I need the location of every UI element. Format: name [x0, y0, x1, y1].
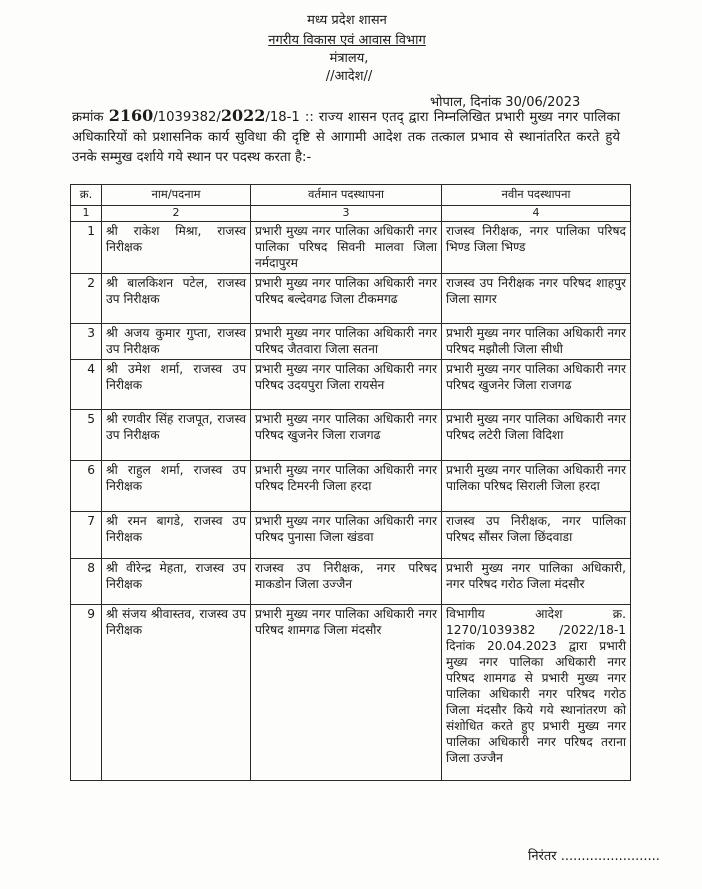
table-row: [71, 461, 631, 512]
row-current-posting: राजस्व उप निरीक्षक, नगर परिषद माकडोन जिला उज्जैन: [251, 559, 442, 605]
row-current-posting: प्रभारी मुख्य नगर पालिका अधिकारी नगर परिषद बल्देवगढ जिला टीकमगढ: [251, 274, 442, 324]
table-row: [71, 274, 631, 324]
row-sn: 8: [71, 559, 102, 605]
table-row: [71, 559, 631, 605]
row-new-posting: राजस्व उप निरीक्षक, नगर पालिका परिषद सौंसर जिला छिंदवाडा: [442, 512, 631, 559]
row-name: श्री संजय श्रीवास्तव, राजस्व उप निरीक्षक: [102, 605, 251, 781]
order-number-handwritten: 2160: [108, 106, 154, 125]
col-header-new: नवीन पदस्थापना: [442, 185, 631, 206]
transfer-table: [70, 184, 631, 781]
row-name: श्री रमन बागडे, राजस्व उप निरीक्षक: [102, 512, 251, 559]
col-header-current: वर्तमान पदस्थापना: [251, 185, 442, 206]
col-number: 1: [71, 206, 102, 222]
table-row: [71, 324, 631, 360]
row-sn: 3: [71, 324, 102, 360]
row-new-posting: प्रभारी मुख्य नगर पालिका अधिकारी, नगर परिषद गरोठ जिला मंदसौर: [442, 559, 631, 605]
row-name: श्री वीरेन्द्र मेहता, राजस्व उप निरीक्षक: [102, 559, 251, 605]
col-number: 2: [102, 206, 251, 222]
row-current-posting: प्रभारी मुख्य नगर पालिका अधिकारी नगर परिषद खुजनेर जिला राजगढ: [251, 410, 442, 461]
govt-name: मध्य प्रदेश शासन: [307, 13, 387, 28]
row-current-posting: प्रभारी मुख्य नगर पालिका अधिकारी नगर परिषद उदयपुरा जिला रायसेन: [251, 360, 442, 410]
col-header-sn: क्र.: [71, 185, 102, 206]
row-name: श्री बालकिशन पटेल, राजस्व उप निरीक्षक: [102, 274, 251, 324]
order-paragraph: [72, 106, 620, 168]
col-number: 3: [251, 206, 442, 222]
order-ref-a: /1039382/: [153, 110, 221, 125]
row-name: श्री राकेश मिश्रा, राजस्व निरीक्षक: [102, 222, 251, 274]
column-number-row: [71, 206, 631, 222]
row-name: श्री अजय कुमार गुप्ता, राजस्व उप निरीक्षक: [102, 324, 251, 360]
order-text: /18-1 :: राज्य शासन एतद् द्वारा निम्नलिखित प्रभारी मुख्य नगर पालिका अधिकारियों को प्रशासनिक कार्य सुविधा की दृष्टि से आगामी आदेश तक तत्काल प्रभाव से स्थानांतरित करते हुये उनके सम्मुख दर्शाये गये स्थान पर पदस्थ करता है:-: [72, 110, 620, 165]
order-date: भोपाल, दिनांक 30/06/2023: [430, 95, 581, 110]
order-heading: //आदेश//: [325, 69, 373, 84]
row-sn: 7: [71, 512, 102, 559]
row-current-posting: प्रभारी मुख्य नगर पालिका अधिकारी नगर परिषद जैतवारा जिला सतना: [251, 324, 442, 360]
row-name: श्री रणवीर सिंह राजपूत, राजस्व उप निरीक्षक: [102, 410, 251, 461]
col-header-name: नाम/पदनाम: [102, 185, 251, 206]
row-sn: 2: [71, 274, 102, 324]
row-new-posting: प्रभारी मुख्य नगर पालिका अधिकारी नगर परिषद खुजनेर जिला राजगढ: [442, 360, 631, 410]
row-new-posting: प्रभारी मुख्य नगर पालिका अधिकारी नगर परिषद मझौली जिला सीधी: [442, 324, 631, 360]
table-header-row: [71, 185, 631, 206]
row-new-posting: प्रभारी मुख्य नगर पालिका अधिकारी नगर परिषद लटेरी जिला विदिशा: [442, 410, 631, 461]
row-new-posting: विभागीय आदेश क्र. 1270/1039382 /2022/18-1 दिनांक 20.04.2023 द्वारा प्रभारी मुख्य नगर पालिका अधिकारी नगर परिषद शामगढ से प्रभारी मुख्य नगर पालिका अधिकारी नगर परिषद गरोठ जिला मंदसौर किये गये स्थानांतरण को संशोधित करते हुए प्रभारी मुख्य नगर पालिका अधिकारी नगर परिषद तराना जिला उज्जैन: [442, 605, 631, 781]
department-name: नगरीय विकास एवं आवास विभाग: [268, 33, 426, 48]
row-current-posting: प्रभारी मुख्य नगर पालिका अधिकारी नगर परिषद पुनासा जिला खंडवा: [251, 512, 442, 559]
order-year-handwritten: 2022: [220, 106, 266, 125]
row-current-posting: प्रभारी मुख्य नगर पालिका अधिकारी नगर परिषद टिमरनी जिला हरदा: [251, 461, 442, 512]
table-row: [71, 222, 631, 274]
order-prefix: क्रमांक: [72, 110, 104, 125]
row-current-posting: प्रभारी मुख्य नगर पालिका अधिकारी नगर परिषद शामगढ जिला मंदसौर: [251, 605, 442, 781]
row-sn: 1: [71, 222, 102, 274]
ministry-name: मंत्रालय,: [329, 51, 369, 66]
row-current-posting: प्रभारी मुख्य नगर पालिका अधिकारी नगर पालिका परिषद सिवनी मालवा जिला नर्मदापुरम: [251, 222, 442, 274]
row-sn: 6: [71, 461, 102, 512]
table-row: [71, 410, 631, 461]
row-name: श्री राहुल शर्मा, राजस्व उप निरीक्षक: [102, 461, 251, 512]
continued-marker: निरंतर ........................: [528, 849, 660, 864]
col-number: 4: [442, 206, 631, 222]
row-new-posting: राजस्व निरीक्षक, नगर पालिका परिषद भिण्ड जिला भिण्ड: [442, 222, 631, 274]
table-row: [71, 360, 631, 410]
table-row: [71, 512, 631, 559]
row-sn: 9: [71, 605, 102, 781]
row-sn: 5: [71, 410, 102, 461]
row-sn: 4: [71, 360, 102, 410]
row-name: श्री उमेश शर्मा, राजस्व उप निरीक्षक: [102, 360, 251, 410]
table-row: [71, 605, 631, 781]
row-new-posting: राजस्व उप निरीक्षक नगर परिषद शाहपुर जिला सागर: [442, 274, 631, 324]
row-new-posting: प्रभारी मुख्य नगर पालिका अधिकारी नगर पालिका परिषद सिराली जिला हरदा: [442, 461, 631, 512]
